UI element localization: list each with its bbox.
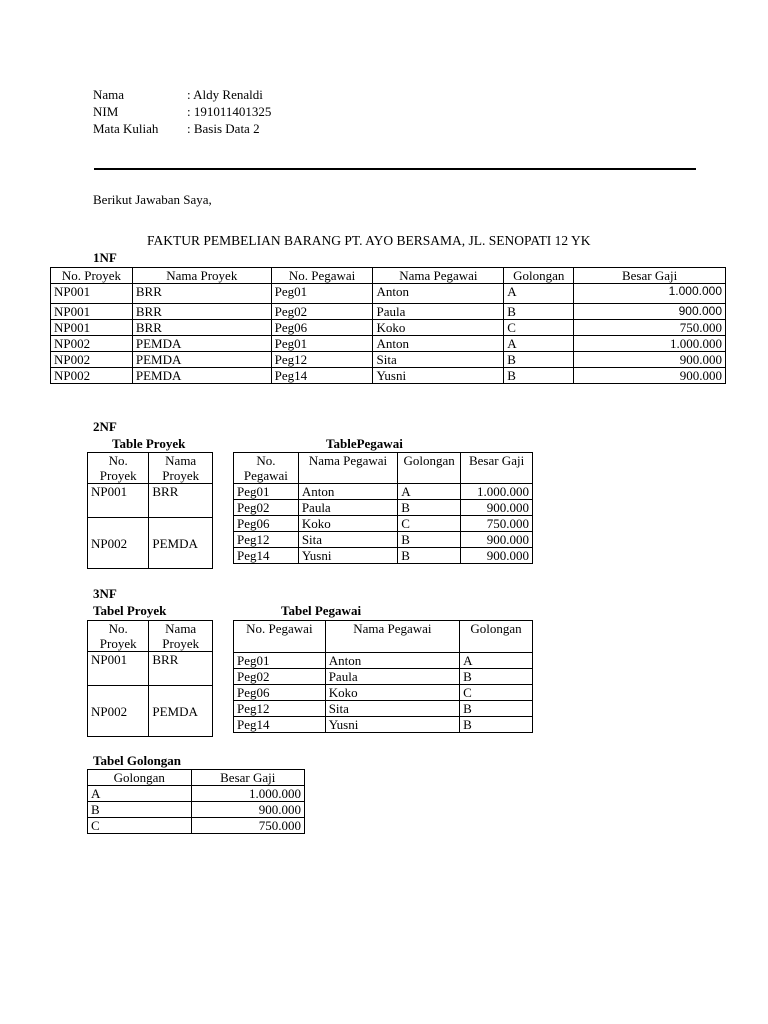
table-row xyxy=(234,500,533,516)
table-2nf-pegawai xyxy=(233,452,533,564)
table-row xyxy=(234,484,533,500)
table-cell: B xyxy=(460,669,533,685)
table-cell: Peg14 xyxy=(234,717,326,733)
table-1nf xyxy=(50,267,726,384)
table-cell: Peg01 xyxy=(271,284,373,304)
table-row xyxy=(234,548,533,564)
col-header: Golongan xyxy=(460,621,533,653)
invoice-title: FAKTUR PEMBELIAN BARANG PT. AYO BERSAMA, JL. SENOPATI 12 YK xyxy=(147,233,591,248)
col-header: Golongan xyxy=(398,453,461,484)
table-cell: 1.000.000 xyxy=(574,336,726,352)
table-row xyxy=(234,532,533,548)
table-header-row xyxy=(88,770,305,786)
table-cell: Anton xyxy=(325,653,459,669)
table-cell: B xyxy=(460,717,533,733)
name-label: Nama xyxy=(93,87,125,102)
table-row xyxy=(51,336,726,352)
table-cell: Yusni xyxy=(373,368,504,384)
col-header: No. Pegawai xyxy=(234,453,299,484)
table-cell: PEMDA xyxy=(149,686,213,737)
col-header: Golongan xyxy=(88,770,192,786)
table-cell: NP002 xyxy=(51,352,133,368)
table-cell: BRR xyxy=(149,652,213,686)
table-row xyxy=(51,368,726,384)
table-row xyxy=(234,669,533,685)
col-header: No. Pegawai xyxy=(234,621,326,653)
table-cell: B xyxy=(504,368,574,384)
table-row xyxy=(88,802,305,818)
table-row xyxy=(88,484,213,518)
table-cell: PEMDA xyxy=(149,518,213,569)
table-cell: C xyxy=(504,320,574,336)
table-cell: Yusni xyxy=(298,548,397,564)
table-cell: NP002 xyxy=(51,336,133,352)
table-title: Tabel Proyek xyxy=(93,603,167,618)
table-cell: Koko xyxy=(298,516,397,532)
table-cell: B xyxy=(460,701,533,717)
table-cell: 900.000 xyxy=(461,548,533,564)
table-cell: A xyxy=(504,336,574,352)
table-cell: Sita xyxy=(298,532,397,548)
name-row xyxy=(93,86,263,103)
table-cell: B xyxy=(504,352,574,368)
table-cell: B xyxy=(398,500,461,516)
table-cell: Sita xyxy=(325,701,459,717)
table-cell: B xyxy=(398,548,461,564)
table-cell: NP001 xyxy=(51,304,133,320)
table-cell: 750.000 xyxy=(574,320,726,336)
table-cell: Peg02 xyxy=(234,669,326,685)
table-row xyxy=(51,284,726,304)
table-cell: Anton xyxy=(373,336,504,352)
table-cell: Peg14 xyxy=(234,548,299,564)
table-title: Tabel Pegawai xyxy=(281,603,362,618)
table-row xyxy=(234,717,533,733)
nim-value: : 191011401325 xyxy=(187,104,272,119)
heading-1nf: 1NF xyxy=(93,250,117,265)
table-cell: NP001 xyxy=(51,320,133,336)
divider xyxy=(94,168,696,170)
table-cell: 1.000.000 xyxy=(191,786,304,802)
table-cell: NP002 xyxy=(51,368,133,384)
table-row xyxy=(51,320,726,336)
table-cell: Peg06 xyxy=(234,685,326,701)
table-cell: B xyxy=(398,532,461,548)
table-cell: Peg12 xyxy=(234,532,299,548)
table-cell: Koko xyxy=(373,320,504,336)
table-cell: C xyxy=(460,685,533,701)
heading-2nf: 2NF xyxy=(93,419,117,434)
course-row xyxy=(93,120,260,137)
table-cell: Yusni xyxy=(325,717,459,733)
col-header: Nama Pegawai xyxy=(325,621,459,653)
table-cell: PEMDA xyxy=(132,336,271,352)
table-cell: Peg14 xyxy=(271,368,373,384)
table-cell: A xyxy=(460,653,533,669)
intro-text: Berikut Jawaban Saya, xyxy=(93,192,212,207)
table-cell: 750.000 xyxy=(191,818,304,834)
table-3nf-pegawai xyxy=(233,620,533,733)
table-cell: C xyxy=(398,516,461,532)
table-cell: Peg02 xyxy=(234,500,299,516)
table-cell: B xyxy=(504,304,574,320)
table-cell: 900.000 xyxy=(461,532,533,548)
course-value: : Basis Data 2 xyxy=(187,121,260,136)
table-3nf-proyek xyxy=(87,620,213,737)
table-cell: 1.000.000 xyxy=(574,284,726,304)
table-row xyxy=(88,518,213,569)
table-cell: BRR xyxy=(149,484,213,518)
table-title: Tabel Golongan xyxy=(93,753,182,768)
table-row xyxy=(234,685,533,701)
table-cell: Paula xyxy=(373,304,504,320)
table-cell: PEMDA xyxy=(132,352,271,368)
course-label: Mata Kuliah xyxy=(93,121,159,136)
table-row xyxy=(234,701,533,717)
table-header-row xyxy=(51,268,726,284)
table-cell: NP001 xyxy=(88,484,149,518)
table-cell: BRR xyxy=(132,320,271,336)
table-title: TablePegawai xyxy=(326,436,403,451)
nim-row xyxy=(93,103,271,120)
table-cell: Peg12 xyxy=(271,352,373,368)
table-row xyxy=(88,686,213,737)
name-value: : Aldy Renaldi xyxy=(187,87,263,102)
table-cell: Anton xyxy=(373,284,504,304)
table-header-row xyxy=(88,453,213,484)
table-cell: BRR xyxy=(132,284,271,304)
heading-3nf: 3NF xyxy=(93,586,117,601)
col-header: Golongan xyxy=(504,268,574,284)
table-cell: Peg02 xyxy=(271,304,373,320)
col-header: Nama Pegawai xyxy=(373,268,504,284)
table-row xyxy=(234,653,533,669)
table-cell: BRR xyxy=(132,304,271,320)
table-cell: 900.000 xyxy=(574,304,726,320)
table-3nf-golongan xyxy=(87,769,305,834)
table-row xyxy=(234,516,533,532)
table-cell: Peg12 xyxy=(234,701,326,717)
col-header: Besar Gaji xyxy=(191,770,304,786)
table-row xyxy=(88,652,213,686)
col-header: No. Pegawai xyxy=(271,268,373,284)
table-cell: NP002 xyxy=(88,518,149,569)
table-header-row xyxy=(234,621,533,653)
col-header: No. Proyek xyxy=(88,453,149,484)
table-cell: NP002 xyxy=(88,686,149,737)
table-cell: Paula xyxy=(325,669,459,685)
table-cell: Sita xyxy=(373,352,504,368)
col-header: Nama Pegawai xyxy=(298,453,397,484)
table-cell: Peg06 xyxy=(234,516,299,532)
table-cell: Peg01 xyxy=(271,336,373,352)
col-header: Besar Gaji xyxy=(461,453,533,484)
table-cell: A xyxy=(504,284,574,304)
table-2nf-proyek xyxy=(87,452,213,569)
table-cell: Peg01 xyxy=(234,653,326,669)
table-row xyxy=(88,818,305,834)
table-cell: C xyxy=(88,818,192,834)
table-header-row xyxy=(88,621,213,652)
nim-label: NIM xyxy=(93,104,119,119)
table-cell: 1.000.000 xyxy=(461,484,533,500)
col-header: Besar Gaji xyxy=(574,268,726,284)
table-row xyxy=(88,786,305,802)
table-cell: Peg06 xyxy=(271,320,373,336)
table-cell: PEMDA xyxy=(132,368,271,384)
col-header: No. Proyek xyxy=(51,268,133,284)
col-header: Nama Proyek xyxy=(149,453,213,484)
table-cell: 900.000 xyxy=(574,352,726,368)
table-cell: Koko xyxy=(325,685,459,701)
table-cell: NP001 xyxy=(51,284,133,304)
table-cell: A xyxy=(398,484,461,500)
table-cell: A xyxy=(88,786,192,802)
table-row xyxy=(51,304,726,320)
table-cell: Paula xyxy=(298,500,397,516)
table-cell: 750.000 xyxy=(461,516,533,532)
table-row xyxy=(51,352,726,368)
table-title: Table Proyek xyxy=(112,436,186,451)
table-cell: NP001 xyxy=(88,652,149,686)
table-cell: 900.000 xyxy=(461,500,533,516)
table-cell: Peg01 xyxy=(234,484,299,500)
col-header: Nama Proyek xyxy=(149,621,213,652)
table-cell: 900.000 xyxy=(191,802,304,818)
col-header: No. Proyek xyxy=(88,621,149,652)
table-cell: Anton xyxy=(298,484,397,500)
table-cell: B xyxy=(88,802,192,818)
table-cell: 900.000 xyxy=(574,368,726,384)
col-header: Nama Proyek xyxy=(132,268,271,284)
table-header-row xyxy=(234,453,533,484)
